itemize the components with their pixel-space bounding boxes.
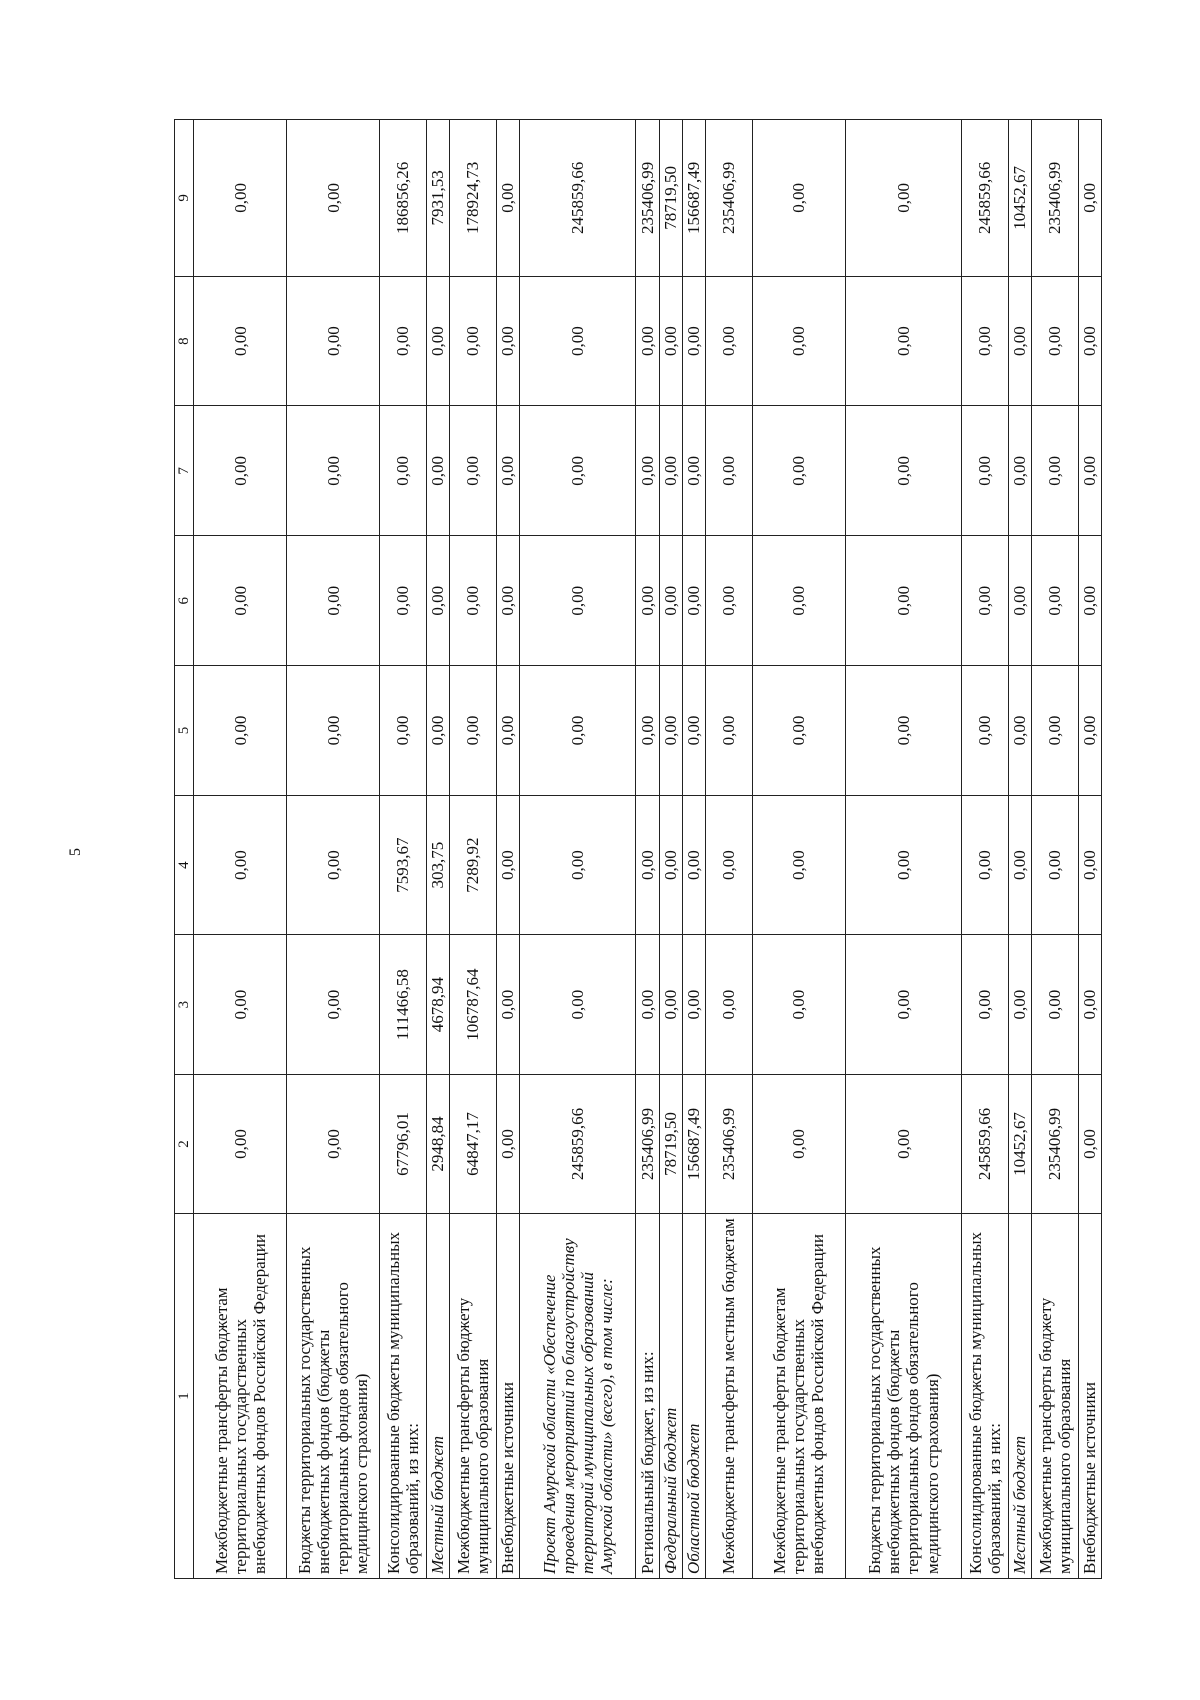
cell-value: 0,00 — [659, 795, 682, 934]
cell-value: 0,00 — [845, 1074, 961, 1213]
cell-value: 0,00 — [287, 276, 380, 406]
row-label: Межбюджетные трансферты местным бюджетам — [706, 1214, 753, 1579]
cell-value: 0,00 — [450, 276, 497, 406]
table-body — [194, 120, 1102, 1579]
row-label: Региональный бюджет, из них: — [636, 1214, 659, 1579]
cell-value: 235406,99 — [706, 120, 753, 277]
row-label: Межбюджетные трансферты бюджетам территориальных государственных внебюджетных фондов Российской Федерации — [752, 1214, 845, 1579]
cell-value: 111466,58 — [380, 935, 427, 1074]
cell-value: 0,00 — [1032, 795, 1079, 934]
cell-value: 0,00 — [450, 666, 497, 796]
cell-value: 0,00 — [287, 406, 380, 536]
cell-value: 245859,66 — [519, 120, 635, 277]
cell-value: 0,00 — [752, 795, 845, 934]
cell-value: 0,00 — [845, 536, 961, 666]
cell-value: 0,00 — [752, 120, 845, 277]
row-label: Областной бюджет — [682, 1214, 705, 1579]
cell-value: 7931,53 — [426, 120, 449, 277]
cell-value: 0,00 — [1008, 666, 1031, 796]
cell-value: 10452,67 — [1008, 1074, 1031, 1213]
row-label: Межбюджетные трансферты бюджету муниципального образования — [450, 1214, 497, 1579]
row-label: Внебюджетные источники — [496, 1214, 519, 1579]
cell-value: 0,00 — [426, 406, 449, 536]
cell-value: 235406,99 — [636, 120, 659, 277]
cell-value: 0,00 — [380, 536, 427, 666]
row-label: Консолидированные бюджеты муниципальных образований, из них: — [380, 1214, 427, 1579]
row-label: Проект Амурской области «Обеспечение проведения мероприятий по благоустройству территорий муниципальных образований Амурской области» (всего), в том числе: — [519, 1214, 635, 1579]
cell-value: 235406,99 — [636, 1074, 659, 1213]
cell-value: 0,00 — [519, 666, 635, 796]
cell-value: 0,00 — [752, 666, 845, 796]
row-label: Бюджеты территориальных государственных внебюджетных фондов (бюджеты территориальных фондов обязательного медицинского страхования) — [845, 1214, 961, 1579]
column-header: 8 — [175, 276, 194, 406]
column-header: 2 — [175, 1074, 194, 1213]
cell-value: 0,00 — [496, 795, 519, 934]
cell-value: 0,00 — [287, 536, 380, 666]
cell-value: 178924,73 — [450, 120, 497, 277]
cell-value: 0,00 — [380, 276, 427, 406]
cell-value: 0,00 — [287, 666, 380, 796]
cell-value: 0,00 — [659, 276, 682, 406]
cell-value: 0,00 — [1032, 666, 1079, 796]
cell-value: 0,00 — [287, 795, 380, 934]
cell-value: 0,00 — [1008, 276, 1031, 406]
column-header: 6 — [175, 536, 194, 666]
cell-value: 0,00 — [496, 935, 519, 1074]
cell-value: 0,00 — [1032, 935, 1079, 1074]
cell-value: 0,00 — [1078, 935, 1101, 1074]
cell-value: 0,00 — [496, 666, 519, 796]
cell-value: 235406,99 — [706, 1074, 753, 1213]
cell-value: 0,00 — [706, 666, 753, 796]
cell-value: 78719,50 — [659, 1074, 682, 1213]
table-row — [636, 120, 659, 1579]
cell-value: 0,00 — [1078, 795, 1101, 934]
cell-value: 0,00 — [194, 666, 287, 796]
cell-value: 0,00 — [450, 536, 497, 666]
cell-value: 0,00 — [706, 406, 753, 536]
cell-value: 0,00 — [519, 935, 635, 1074]
cell-value: 0,00 — [752, 536, 845, 666]
table-row — [682, 120, 705, 1579]
page-number: 5 — [67, 848, 84, 856]
cell-value: 0,00 — [659, 406, 682, 536]
budget-table — [174, 119, 1102, 1579]
cell-value: 0,00 — [752, 935, 845, 1074]
cell-value: 0,00 — [496, 120, 519, 277]
table-row — [380, 120, 427, 1579]
cell-value: 0,00 — [287, 1074, 380, 1213]
table-row — [1008, 120, 1031, 1579]
cell-value: 0,00 — [1032, 276, 1079, 406]
cell-value: 0,00 — [194, 536, 287, 666]
table-row — [194, 120, 287, 1579]
cell-value: 0,00 — [706, 795, 753, 934]
cell-value: 0,00 — [426, 666, 449, 796]
column-header: 9 — [175, 120, 194, 277]
row-label: Федеральный бюджет — [659, 1214, 682, 1579]
column-header: 4 — [175, 795, 194, 934]
cell-value: 0,00 — [1078, 120, 1101, 277]
cell-value: 0,00 — [636, 935, 659, 1074]
cell-value: 0,00 — [752, 1074, 845, 1213]
cell-value: 235406,99 — [1032, 120, 1079, 277]
cell-value: 186856,26 — [380, 120, 427, 277]
cell-value: 0,00 — [194, 795, 287, 934]
cell-value: 0,00 — [636, 666, 659, 796]
cell-value: 0,00 — [682, 795, 705, 934]
cell-value: 0,00 — [636, 276, 659, 406]
table-row — [962, 120, 1009, 1579]
cell-value: 0,00 — [845, 276, 961, 406]
cell-value: 7593,67 — [380, 795, 427, 934]
row-label: Межбюджетные трансферты бюджету муниципального образования — [1032, 1214, 1079, 1579]
cell-value: 106787,64 — [450, 935, 497, 1074]
cell-value: 0,00 — [450, 406, 497, 536]
cell-value: 0,00 — [845, 795, 961, 934]
cell-value: 0,00 — [636, 795, 659, 934]
cell-value: 0,00 — [845, 935, 961, 1074]
table-row — [706, 120, 753, 1579]
table-row — [450, 120, 497, 1579]
cell-value: 0,00 — [962, 406, 1009, 536]
cell-value: 0,00 — [659, 935, 682, 1074]
cell-value: 0,00 — [636, 536, 659, 666]
cell-value: 303,75 — [426, 795, 449, 934]
cell-value: 0,00 — [380, 666, 427, 796]
cell-value: 0,00 — [519, 536, 635, 666]
table-row — [1032, 120, 1079, 1579]
row-label: Межбюджетные трансферты бюджетам территориальных государственных внебюджетных фондов Российской Федерации — [194, 1214, 287, 1579]
cell-value: 0,00 — [426, 536, 449, 666]
cell-value: 0,00 — [1078, 536, 1101, 666]
cell-value: 0,00 — [1032, 536, 1079, 666]
cell-value: 0,00 — [962, 536, 1009, 666]
cell-value: 0,00 — [706, 536, 753, 666]
cell-value: 0,00 — [636, 406, 659, 536]
cell-value: 0,00 — [1008, 795, 1031, 934]
cell-value: 235406,99 — [1032, 1074, 1079, 1213]
cell-value: 0,00 — [845, 666, 961, 796]
rotated-table-container — [174, 119, 1102, 1579]
column-header: 3 — [175, 935, 194, 1074]
cell-value: 0,00 — [1008, 406, 1031, 536]
cell-value: 0,00 — [682, 536, 705, 666]
cell-value: 245859,66 — [962, 120, 1009, 277]
cell-value: 0,00 — [659, 666, 682, 796]
cell-value: 156687,49 — [682, 120, 705, 277]
cell-value: 0,00 — [706, 935, 753, 1074]
cell-value: 10452,67 — [1008, 120, 1031, 277]
cell-value: 0,00 — [659, 536, 682, 666]
table-row — [659, 120, 682, 1579]
table-row — [519, 120, 635, 1579]
cell-value: 0,00 — [194, 1074, 287, 1213]
cell-value: 64847,17 — [450, 1074, 497, 1213]
header-row — [175, 120, 194, 1579]
cell-value: 0,00 — [682, 666, 705, 796]
cell-value: 0,00 — [287, 935, 380, 1074]
cell-value: 0,00 — [682, 406, 705, 536]
column-header: 5 — [175, 666, 194, 796]
cell-value: 0,00 — [1078, 406, 1101, 536]
cell-value: 0,00 — [496, 536, 519, 666]
cell-value: 2948,84 — [426, 1074, 449, 1213]
cell-value: 0,00 — [752, 276, 845, 406]
cell-value: 0,00 — [194, 120, 287, 277]
row-label: Консолидированные бюджеты муниципальных образований, из них: — [962, 1214, 1009, 1579]
cell-value: 0,00 — [380, 406, 427, 536]
cell-value: 0,00 — [962, 666, 1009, 796]
cell-value: 4678,94 — [426, 935, 449, 1074]
cell-value: 245859,66 — [962, 1074, 1009, 1213]
cell-value: 0,00 — [496, 406, 519, 536]
cell-value: 245859,66 — [519, 1074, 635, 1213]
row-label: Местный бюджет — [1008, 1214, 1031, 1579]
cell-value: 0,00 — [496, 276, 519, 406]
cell-value: 0,00 — [426, 276, 449, 406]
row-label: Местный бюджет — [426, 1214, 449, 1579]
cell-value: 0,00 — [962, 935, 1009, 1074]
table-row — [752, 120, 845, 1579]
row-label: Бюджеты территориальных государственных внебюджетных фондов (бюджеты территориальных фондов обязательного медицинского страхования) — [287, 1214, 380, 1579]
cell-value: 0,00 — [1078, 1074, 1101, 1213]
cell-value: 0,00 — [496, 1074, 519, 1213]
table-row — [845, 120, 961, 1579]
table-row — [1078, 120, 1101, 1579]
cell-value: 0,00 — [1078, 276, 1101, 406]
cell-value: 0,00 — [706, 276, 753, 406]
column-header: 1 — [175, 1214, 194, 1579]
column-header: 7 — [175, 406, 194, 536]
row-label: Внебюджетные источники — [1078, 1214, 1101, 1579]
cell-value: 156687,49 — [682, 1074, 705, 1213]
cell-value: 0,00 — [1078, 666, 1101, 796]
cell-value: 7289,92 — [450, 795, 497, 934]
cell-value: 0,00 — [519, 795, 635, 934]
cell-value: 0,00 — [962, 795, 1009, 934]
cell-value: 0,00 — [194, 406, 287, 536]
cell-value: 0,00 — [519, 276, 635, 406]
cell-value: 0,00 — [1008, 536, 1031, 666]
cell-value: 0,00 — [519, 406, 635, 536]
cell-value: 0,00 — [962, 276, 1009, 406]
table-row — [496, 120, 519, 1579]
table-row — [287, 120, 380, 1579]
cell-value: 0,00 — [682, 935, 705, 1074]
cell-value: 0,00 — [845, 120, 961, 277]
table-row — [426, 120, 449, 1579]
cell-value: 0,00 — [845, 406, 961, 536]
cell-value: 0,00 — [752, 406, 845, 536]
cell-value: 0,00 — [1032, 406, 1079, 536]
cell-value: 0,00 — [682, 276, 705, 406]
cell-value: 0,00 — [194, 935, 287, 1074]
cell-value: 0,00 — [194, 276, 287, 406]
cell-value: 0,00 — [287, 120, 380, 277]
cell-value: 0,00 — [1008, 935, 1031, 1074]
cell-value: 67796,01 — [380, 1074, 427, 1213]
cell-value: 78719,50 — [659, 120, 682, 277]
